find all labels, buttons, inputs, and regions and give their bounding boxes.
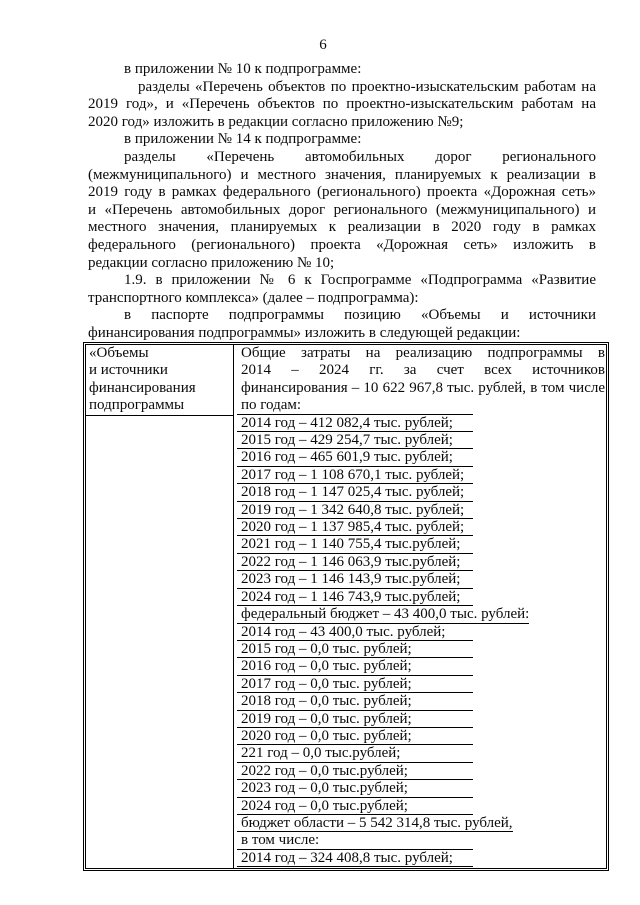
intro-line: Общие затраты на реализацию подпрограммы в xyxy=(241,345,605,361)
funding-intro xyxy=(241,345,605,415)
paragraph xyxy=(88,131,596,149)
text-line: 1.9. в приложении № 6 к Госпрограмме «Подпрограмма «Развитие xyxy=(124,272,596,289)
paragraph xyxy=(88,149,596,272)
funding-row: 2024 год – 1 146 743,9 тыс.рублей; xyxy=(237,589,473,606)
label-line: финансирования xyxy=(89,379,196,396)
text-line: 2019 году в рамках федерального (регионального) проекта «Дорожная сеть» xyxy=(88,184,596,201)
funding-row: 2018 год – 0,0 тыс. рублей; xyxy=(237,693,473,710)
paragraph xyxy=(88,272,596,307)
funding-row: 2017 год – 0,0 тыс. рублей; xyxy=(237,676,473,693)
funding-row: 2022 год – 1 146 063,9 тыс.рублей; xyxy=(237,554,473,571)
funding-row: 2019 год – 0,0 тыс. рублей; xyxy=(237,711,473,728)
funding-row: 2023 год – 1 146 143,9 тыс.рублей; xyxy=(237,571,473,588)
funding-table xyxy=(83,342,609,871)
label-line: и источники xyxy=(89,362,168,379)
funding-row: федеральный бюджет – 43 400,0 тыс. рублей: xyxy=(237,606,529,623)
funding-row: 2021 год – 1 140 755,4 тыс.рублей; xyxy=(237,536,473,553)
text-line: (межмуниципального) и местного значения, планируемых к реализации в xyxy=(88,166,596,183)
text-line: в паспорте подпрограммы позицию «Объемы и источники xyxy=(124,307,596,324)
funding-row: 2022 год – 0,0 тыс.рублей; xyxy=(237,763,473,780)
table-value-cell xyxy=(234,345,606,868)
label-line: подпрограммы xyxy=(89,397,185,414)
table-label-cell xyxy=(86,345,234,868)
funding-row: 2014 год – 324 408,8 тыс. рублей; xyxy=(237,850,473,867)
table-label xyxy=(86,345,233,416)
text-line: 2019 год», и «Перечень объектов по проектно-изыскательским работам на xyxy=(88,96,596,113)
text-line: 2020 год» изложить в редакции согласно приложению №9; xyxy=(88,113,464,130)
funding-row: 2024 год – 0,0 тыс.рублей; xyxy=(237,798,473,815)
body-text xyxy=(88,61,596,343)
text-line: федерального (регионального) проекта «Дорожная сеть» изложить в xyxy=(88,236,596,253)
funding-row: 221 год – 0,0 тыс.рублей; xyxy=(237,745,473,762)
funding-row: 2016 год – 0,0 тыс. рублей; xyxy=(237,658,473,675)
page-number: 6 xyxy=(319,37,327,53)
paragraph xyxy=(88,61,596,79)
funding-row: в том числе: xyxy=(237,832,473,849)
intro-line: финансирования – 10 622 967,8 тыс. рублей, в том числе xyxy=(241,379,605,396)
text-line: разделы «Перечень объектов по проектно-изыскательским работам на xyxy=(138,78,596,95)
text-line: транспортного комплекса» (далее – подпрограмма): xyxy=(88,289,419,306)
paragraph xyxy=(88,307,596,342)
funding-rows xyxy=(241,415,605,868)
text-line: редакции согласно приложению № 10; xyxy=(88,254,335,271)
paragraph xyxy=(88,79,596,132)
funding-row: 2020 год – 1 137 985,4 тыс. рублей; xyxy=(237,519,473,536)
funding-row: 2020 год – 0,0 тыс. рублей; xyxy=(237,728,473,745)
text-line: разделы «Перечень автомобильных дорог регионального xyxy=(124,148,596,165)
text-line: в приложении № 10 к подпрограмме: xyxy=(124,61,362,77)
text-line: местного значения, планируемых к реализации в 2020 году в рамках xyxy=(88,219,596,236)
funding-row: 2015 год – 429 254,7 тыс. рублей; xyxy=(237,432,473,449)
text-line: финансирования подпрограммы» изложить в следующей редакции: xyxy=(88,324,521,341)
text-line: и «Перечень автомобильных дорог регионального (межмуниципального) и xyxy=(88,201,596,218)
funding-row: 2015 год – 0,0 тыс. рублей; xyxy=(237,641,473,658)
text-line: в приложении № 14 к подпрограмме: xyxy=(124,131,362,148)
funding-row: 2018 год – 1 147 025,4 тыс. рублей; xyxy=(237,484,473,501)
intro-line: по годам: xyxy=(237,397,473,414)
funding-row: 2016 год – 465 601,9 тыс. рублей; xyxy=(237,449,473,466)
funding-row: 2014 год – 43 400,0 тыс. рублей; xyxy=(237,624,473,641)
intro-line: 2014 – 2024 гг. за счет всех источников xyxy=(241,362,605,379)
funding-row: бюджет области – 5 542 314,8 тыс. рублей, xyxy=(237,815,513,832)
label-line: «Объемы xyxy=(89,345,149,361)
funding-row: 2019 год – 1 342 640,8 тыс. рублей; xyxy=(237,502,473,519)
funding-row: 2014 год – 412 082,4 тыс. рублей; xyxy=(237,415,473,432)
funding-row: 2023 год – 0,0 тыс.рублей; xyxy=(237,780,473,797)
funding-row: 2017 год – 1 108 670,1 тыс. рублей; xyxy=(237,467,473,484)
